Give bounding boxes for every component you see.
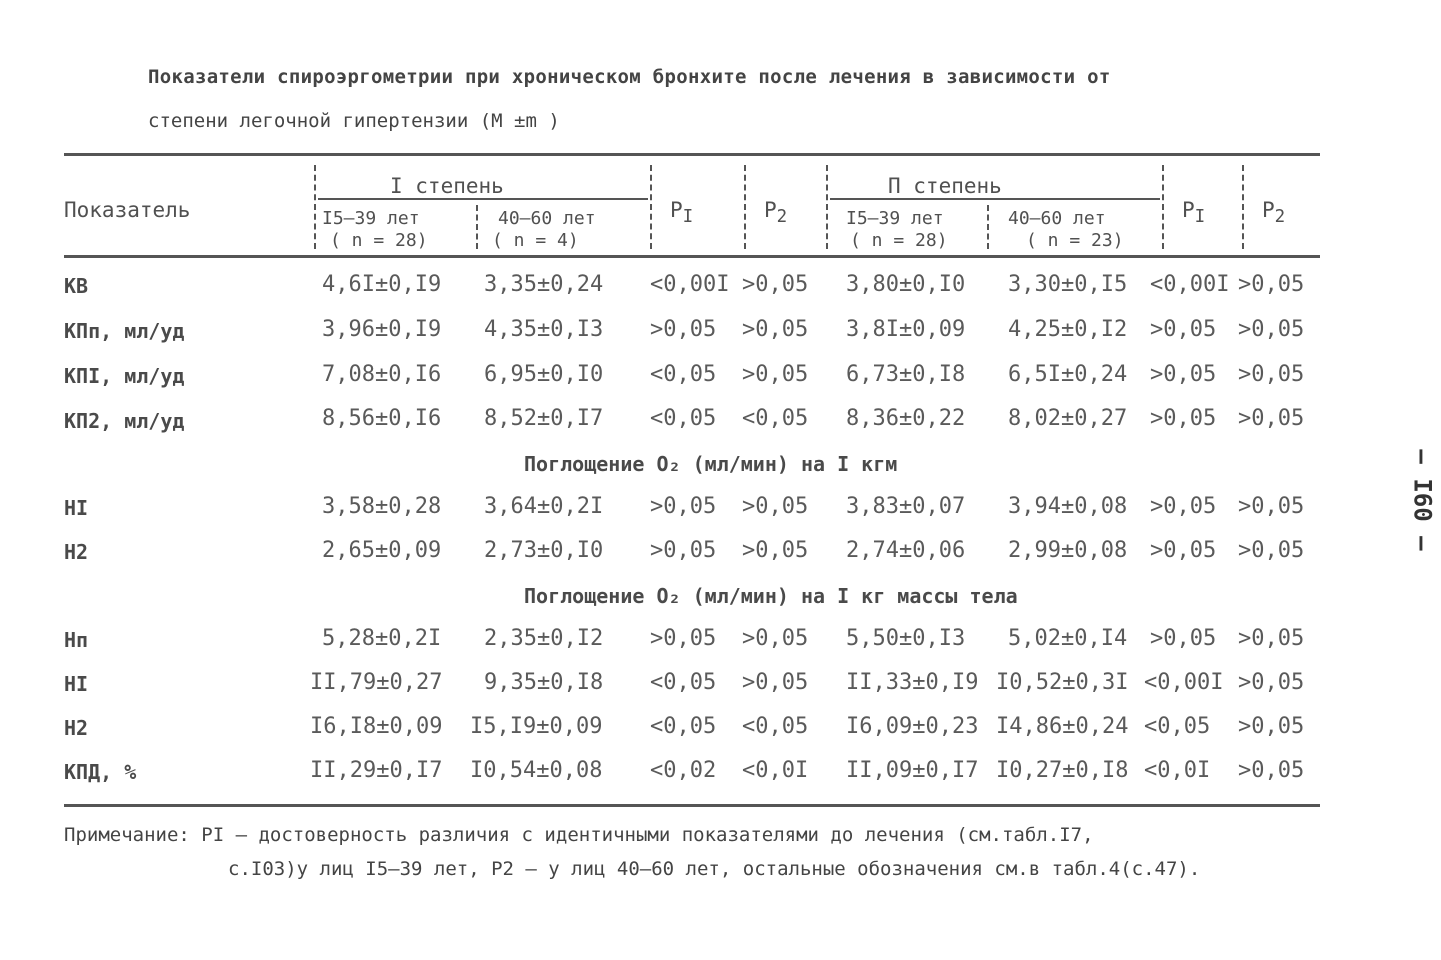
cell-p-value: <0,05 <box>1144 714 1211 739</box>
cell-value: I0,27±0,I8 <box>996 758 1129 783</box>
cell-p-value: >0,05 <box>742 538 809 563</box>
cell-value: 2,35±0,I2 <box>484 626 604 651</box>
row-label: Н2 <box>64 540 89 564</box>
cell-p-value: >0,05 <box>1238 538 1305 563</box>
cell-value: 2,74±0,06 <box>846 538 966 563</box>
row-label: КПп, мл/уд <box>64 319 185 343</box>
cell-p-value: <0,02 <box>650 758 717 783</box>
cell-value: I0,54±0,08 <box>470 758 603 783</box>
cell-value: 6,95±0,I0 <box>484 362 604 387</box>
cell-p-value: >0,05 <box>1150 317 1217 342</box>
header-age-col-1: I5–39 лет <box>322 208 420 229</box>
cell-value: 2,73±0,I0 <box>484 538 604 563</box>
header-group-1: I степень <box>390 174 504 198</box>
cell-value: 8,02±0,27 <box>1008 406 1128 431</box>
cell-value: 7,08±0,I6 <box>322 362 442 387</box>
cell-p-value: <0,05 <box>742 406 809 431</box>
cell-p-value: >0,05 <box>742 317 809 342</box>
cell-p-value: <0,05 <box>650 406 717 431</box>
header-p1-col-1: $P_I$ <box>670 198 694 228</box>
header-p1-col-2: $P_I$ <box>1182 198 1206 228</box>
table-caption-line-1: Показатели спироэргометрии при хроническом бронхите после лечения в зависимости от <box>148 66 1111 88</box>
cell-value: 3,96±0,I9 <box>322 317 442 342</box>
header-n-col-2: ( n = 4) <box>492 230 579 251</box>
cell-value: II,79±0,27 <box>310 670 443 695</box>
cell-p-value: >0,05 <box>742 272 809 297</box>
cell-value: I4,86±0,24 <box>996 714 1129 739</box>
cell-p-value: >0,05 <box>1238 626 1305 651</box>
cell-value: 3,64±0,2I <box>484 494 604 519</box>
cell-value: 3,58±0,28 <box>322 494 442 519</box>
page-number: – I60 – <box>1408 449 1437 551</box>
cell-value: 8,56±0,I6 <box>322 406 442 431</box>
cell-p-value: <0,05 <box>742 714 809 739</box>
cell-p-value: >0,05 <box>1150 494 1217 519</box>
column-separator <box>744 165 746 249</box>
cell-p-value: >0,05 <box>1150 362 1217 387</box>
group1-underline <box>318 198 648 200</box>
cell-p-value: <0,0I <box>742 758 809 783</box>
cell-value: 2,99±0,08 <box>1008 538 1128 563</box>
cell-value: I6,I8±0,09 <box>310 714 443 739</box>
header-p2-col-1: $P_2$ <box>764 198 788 228</box>
cell-p-value: >0,05 <box>650 317 717 342</box>
header-n-col-1: ( n = 28) <box>330 230 428 251</box>
row-label: Н2 <box>64 716 89 740</box>
cell-p-value: <0,00I <box>650 272 730 297</box>
cell-value: 6,5I±0,24 <box>1008 362 1128 387</box>
cell-value: II,33±0,I9 <box>846 670 979 695</box>
cell-value: 9,35±0,I8 <box>484 670 604 695</box>
cell-p-value: >0,05 <box>1238 670 1305 695</box>
section-header-per-kg-mass: Поглощение O₂ (мл/мин) на I кг массы тела <box>524 584 1018 608</box>
cell-value: 3,94±0,08 <box>1008 494 1128 519</box>
header-age-col-3: I5–39 лет <box>846 208 944 229</box>
cell-p-value: >0,05 <box>1150 538 1217 563</box>
cell-p-value: >0,05 <box>1238 714 1305 739</box>
column-separator <box>314 165 316 249</box>
cell-p-value: >0,05 <box>650 626 717 651</box>
row-label: Нп <box>64 628 89 652</box>
cell-p-value: >0,05 <box>742 362 809 387</box>
row-label: КВ <box>64 274 89 298</box>
cell-p-value: >0,05 <box>650 494 717 519</box>
cell-p-value: >0,05 <box>1238 758 1305 783</box>
cell-value: 5,50±0,I3 <box>846 626 966 651</box>
cell-value: 4,35±0,I3 <box>484 317 604 342</box>
cell-p-value: >0,05 <box>1150 406 1217 431</box>
cell-p-value: >0,05 <box>742 670 809 695</box>
cell-p-value: <0,00I <box>1150 272 1230 297</box>
cell-p-value: <0,0I <box>1144 758 1211 783</box>
cell-p-value: >0,05 <box>1238 317 1305 342</box>
footnote-line-2: с.I03)у лиц I5–39 лет, P2 – у лиц 40–60 лет, остальные обозначения см.в табл.4(с.47). <box>228 858 1201 880</box>
cell-p-value: >0,05 <box>1238 362 1305 387</box>
cell-value: II,09±0,I7 <box>846 758 979 783</box>
header-age-col-2: 40–60 лет <box>498 208 596 229</box>
row-label: КПД, % <box>64 760 137 784</box>
cell-p-value: >0,05 <box>742 626 809 651</box>
cell-value: 3,8I±0,09 <box>846 317 966 342</box>
cell-value: I0,52±0,3I <box>996 670 1129 695</box>
cell-p-value: <0,05 <box>650 362 717 387</box>
group2-underline <box>830 198 1160 200</box>
table-bottom-rule <box>64 804 1320 807</box>
column-separator <box>826 165 828 249</box>
header-n-col-3: ( n = 28) <box>850 230 948 251</box>
cell-p-value: >0,05 <box>1238 406 1305 431</box>
column-separator <box>476 205 478 249</box>
cell-p-value: >0,05 <box>1238 494 1305 519</box>
cell-value: 4,6I±0,I9 <box>322 272 442 297</box>
cell-p-value: <0,00I <box>1144 670 1224 695</box>
cell-value: I6,09±0,23 <box>846 714 979 739</box>
row-label: НI <box>64 672 89 696</box>
header-n-col-4: ( n = 23) <box>1026 230 1124 251</box>
cell-p-value: >0,05 <box>650 538 717 563</box>
table-caption-line-2: степени легочной гипертензии (М ±m ) <box>148 110 560 132</box>
cell-p-value: <0,05 <box>650 714 717 739</box>
cell-value: 3,35±0,24 <box>484 272 604 297</box>
header-group-2: П степень <box>888 174 1002 198</box>
cell-p-value: >0,05 <box>742 494 809 519</box>
cell-value: II,29±0,I7 <box>310 758 443 783</box>
column-separator <box>1242 165 1244 249</box>
column-separator <box>650 165 652 249</box>
footnote-line-1: Примечание: PI – достоверность различия с идентичными показателями до лечения (см.табл.I7, <box>64 824 1094 846</box>
cell-value: 2,65±0,09 <box>322 538 442 563</box>
row-label: НI <box>64 496 89 520</box>
cell-value: 5,02±0,I4 <box>1008 626 1128 651</box>
cell-value: 5,28±0,2I <box>322 626 442 651</box>
table-top-rule <box>64 153 1320 156</box>
table-header-rule <box>64 255 1320 258</box>
cell-p-value: >0,05 <box>1238 272 1305 297</box>
row-label: КП2, мл/уд <box>64 409 185 433</box>
header-indicator: Показатель <box>64 198 191 222</box>
cell-value: 3,83±0,07 <box>846 494 966 519</box>
cell-p-value: <0,05 <box>650 670 717 695</box>
header-age-col-4: 40–60 лет <box>1008 208 1106 229</box>
cell-value: 8,36±0,22 <box>846 406 966 431</box>
cell-value: 6,73±0,I8 <box>846 362 966 387</box>
section-header-per-kgm: Поглощение O₂ (мл/мин) на I кгм <box>524 452 898 476</box>
header-p2-col-2: $P_2$ <box>1262 198 1286 228</box>
cell-p-value: >0,05 <box>1150 626 1217 651</box>
row-label: КПI, мл/уд <box>64 364 185 388</box>
cell-value: 3,80±0,I0 <box>846 272 966 297</box>
cell-value: 4,25±0,I2 <box>1008 317 1128 342</box>
cell-value: 8,52±0,I7 <box>484 406 604 431</box>
column-separator <box>987 205 989 249</box>
cell-value: I5,I9±0,09 <box>470 714 603 739</box>
column-separator <box>1162 165 1164 249</box>
cell-value: 3,30±0,I5 <box>1008 272 1128 297</box>
